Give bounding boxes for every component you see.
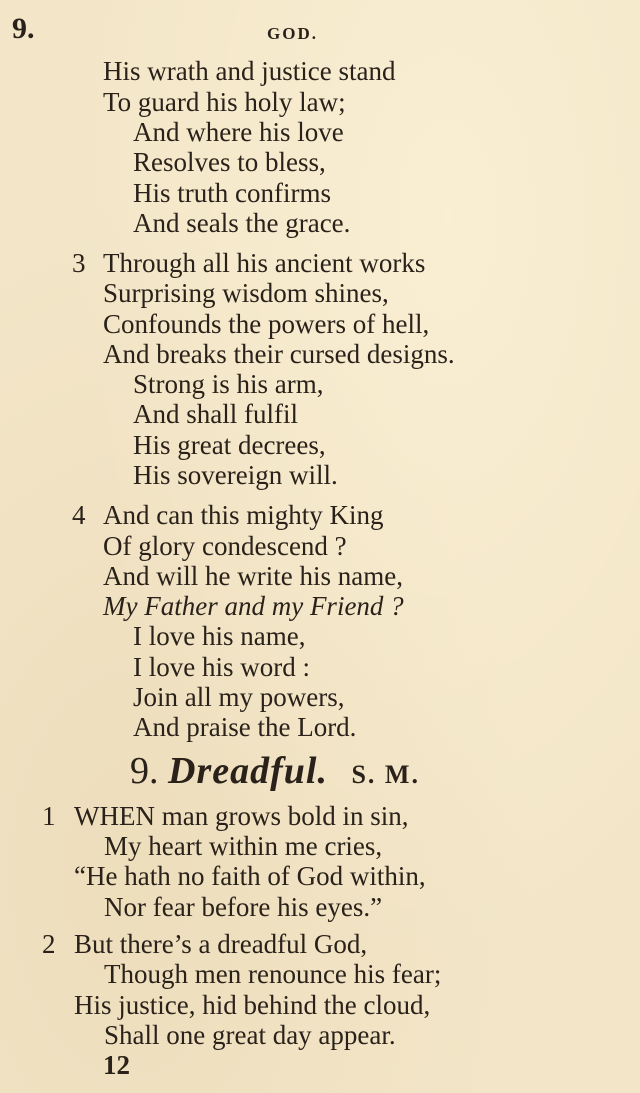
- verse-line: His sovereign will.: [133, 460, 338, 490]
- verse-line: I love his word :: [133, 652, 310, 682]
- stanza-number: 2: [42, 929, 56, 959]
- verse-line: WHEN man grows bold in sin,: [74, 801, 409, 831]
- hymn-title: Dreadful.: [168, 750, 328, 792]
- signature-mark: 12: [103, 1050, 130, 1080]
- verse-line: Join all my powers,: [133, 682, 345, 712]
- verse-line: And praise the Lord.: [133, 712, 357, 742]
- verse-line: And shall fulfil: [133, 399, 298, 429]
- verse-line: To guard his holy law;: [103, 87, 346, 117]
- verse-line: And seals the grace.: [133, 208, 351, 238]
- hymn-number: 9.: [130, 750, 159, 792]
- verse-line: And breaks their cursed designs.: [103, 339, 455, 369]
- verse-line: Though men renounce his fear;: [104, 959, 442, 989]
- verse-line: Surprising wisdom shines,: [103, 278, 389, 308]
- hymn-meter: S. M.: [351, 760, 420, 789]
- verse-line: My heart within me cries,: [104, 831, 383, 861]
- verse-line: Resolves to bless,: [133, 147, 326, 177]
- verse-line: Strong is his arm,: [133, 369, 324, 399]
- stanza-number: 4: [72, 500, 86, 530]
- verse-line: But there’s a dreadful God,: [74, 929, 368, 959]
- running-head: GOD.: [267, 24, 318, 43]
- verse-line: His wrath and justice stand: [103, 56, 396, 86]
- verse-line: I love his name,: [133, 621, 306, 651]
- verse-line-italic: My Father and my Friend ?: [103, 591, 404, 621]
- verse-line: His great decrees,: [133, 430, 326, 460]
- stanza-number: 3: [72, 248, 86, 278]
- verse-line: His justice, hid behind the cloud,: [74, 990, 431, 1020]
- verse-line: “He hath no faith of God within,: [74, 861, 426, 891]
- verse-line: Through all his ancient works: [103, 248, 426, 278]
- verse-line: Of glory condescend ?: [103, 531, 347, 561]
- hymn-heading: [130, 752, 420, 790]
- verse-line: And will he write his name,: [103, 561, 403, 591]
- verse-line: And can this mighty King: [103, 500, 384, 530]
- verse-line: Shall one great day appear.: [104, 1020, 396, 1050]
- verse-line: And where his love: [133, 117, 344, 147]
- stanza-number: 1: [42, 801, 56, 831]
- page-number: 9.: [12, 12, 35, 45]
- verse-line: Confounds the powers of hell,: [103, 309, 430, 339]
- verse-line: Nor fear before his eyes.”: [104, 892, 383, 922]
- verse-line: His truth confirms: [133, 178, 331, 208]
